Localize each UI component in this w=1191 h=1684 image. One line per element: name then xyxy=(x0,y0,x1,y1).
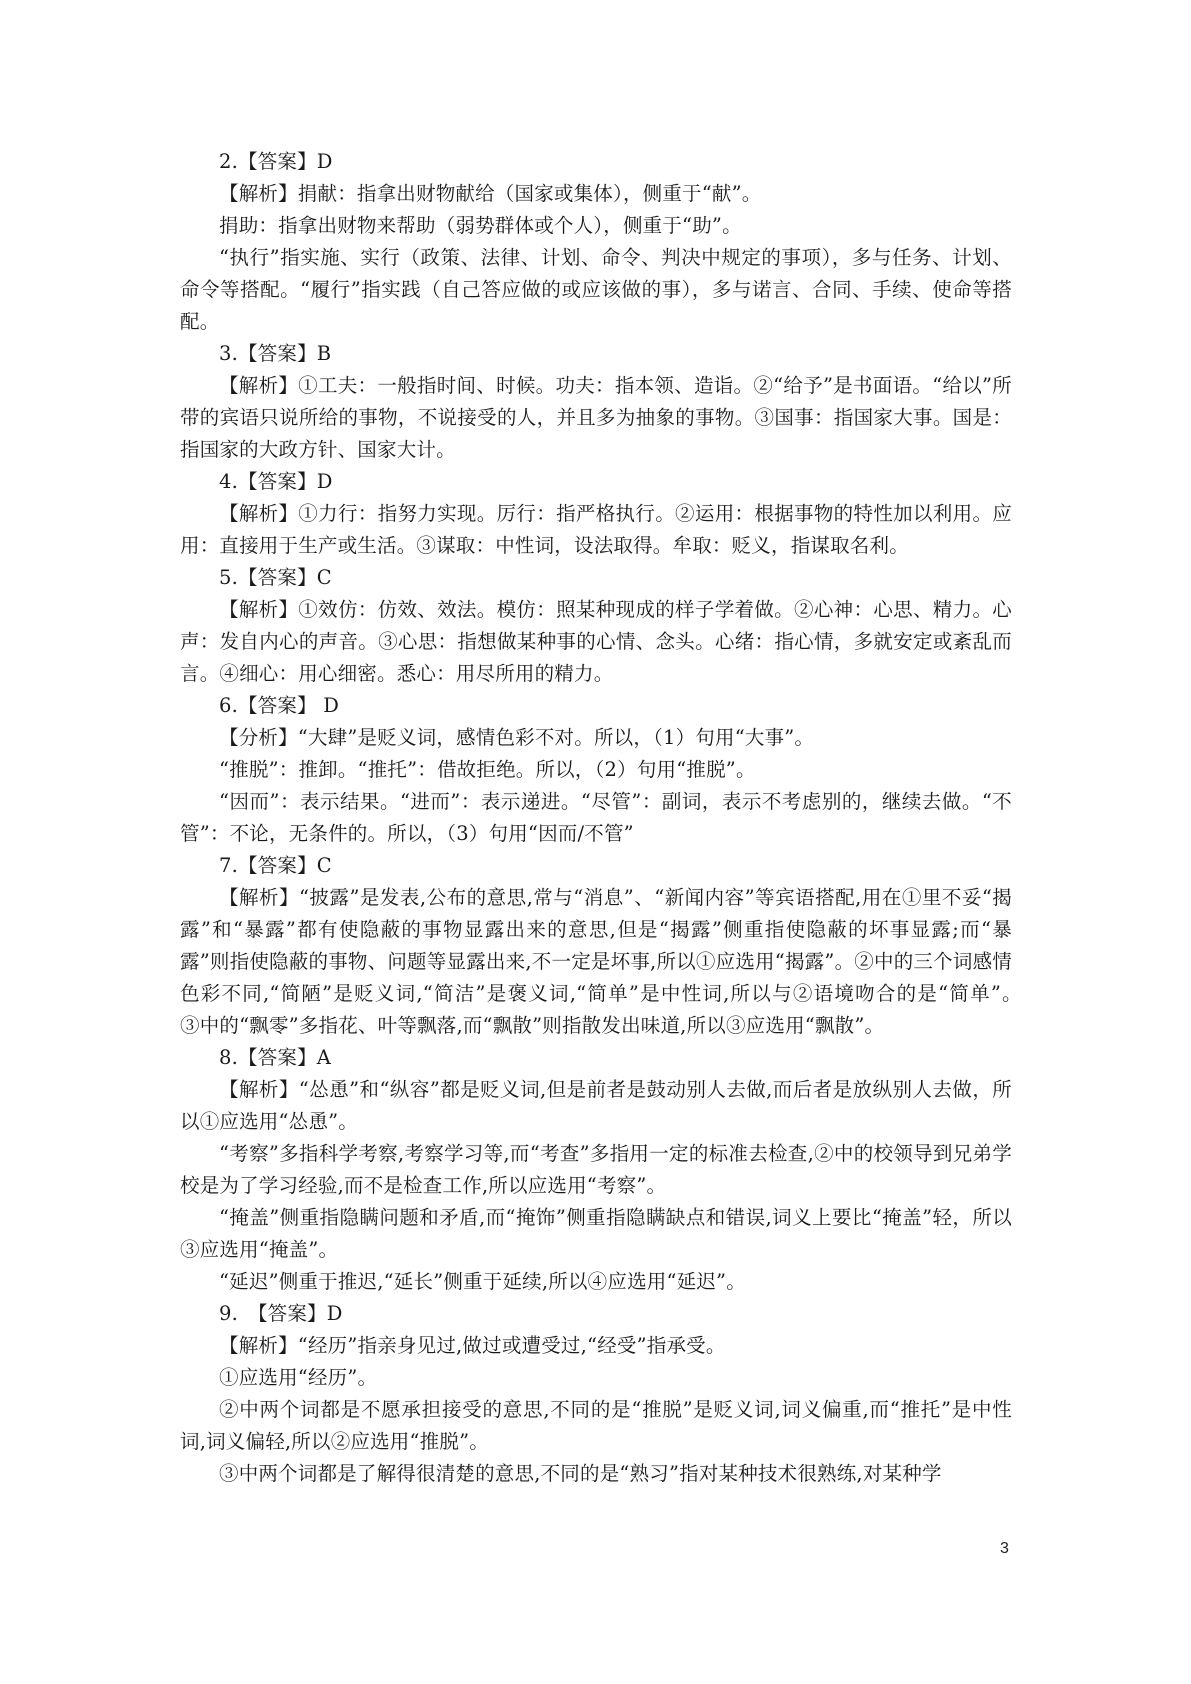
paragraph: ③中两个词都是了解得很清楚的意思,不同的是“熟习”指对某种技术很熟练,对某种学 xyxy=(219,1462,942,1485)
paragraph: “推脱”：推卸。“推托”：借故拒绝。所以，（2）句用“推脱”。 xyxy=(219,758,756,781)
paragraph: 3.【答案】B xyxy=(219,342,332,365)
paragraph: “因而”：表示结果。“进而”：表示递进。“尽管”：副词，表示不考虑别的，继续去做。“不管”：不论，无条件的。所以，（3）句用“因而/不管” xyxy=(180,790,1012,845)
paragraph: 【解析】①效仿：仿效、效法。模仿：照某种现成的样子学着做。②心神：心思、精力。心声：发自内心的声音。③心思：指想做某种事的心情、念头。心绪：指心情，多就安定或紊乱而言。④细心：用心细密。悉心：用尽所用的精力。 xyxy=(180,598,1012,685)
paragraph: ②中两个词都是不愿承担接受的意思,不同的是“推脱”是贬义词,词义偏重,而“推托”是中性词,词义偏轻,所以②应选用“推脱”。 xyxy=(180,1398,1012,1453)
paragraph: 8.【答案】A xyxy=(219,1046,332,1069)
paragraph: 6.【答案】 D xyxy=(219,694,340,717)
paragraph: 【解析】捐献：指拿出财物献给（国家或集体），侧重于“献”。 xyxy=(219,182,762,205)
paragraph: 7.【答案】C xyxy=(219,854,332,877)
paragraph: 4.【答案】D xyxy=(219,470,333,493)
paragraph: 【解析】“披露”是发表,公布的意思,常与“消息”、“新闻内容”等宾语搭配,用在①里不妥“揭露”和“暴露”都有使隐蔽的事物显露出来的意思,但是“揭露”侧重指使隐蔽的坏事显露;而“暴露”则指使隐蔽的事物、问题等显露出来,不一定是坏事,所以①应选用“揭露”。②中的三个词感情色彩不同,“简陋”是贬义词,“简洁”是褒义词,“简单”是中性词,所以与②语境吻合的是“简单”。 ③中的“飘零”多指花、叶等飘落,而“飘散”则指散发出味道,所以③应选用“飘散”。 xyxy=(180,886,1052,1037)
paragraph: 【解析】“经历”指亲身见过,做过或遭受过,“经受”指承受。 xyxy=(219,1334,726,1357)
paragraph: “考察”多指科学考察,考察学习等,而“考查”多指用一定的标准去检查,②中的校领导到兄弟学校是为了学习经验,而不是检查工作,所以应选用“考察”。 xyxy=(180,1142,1012,1197)
paragraph: “延迟”侧重于推迟,“延长”侧重于延续,所以④应选用“延迟”。 xyxy=(219,1270,746,1293)
paragraph: 【解析】①工夫：一般指时间、时候。功夫：指本领、造诣。②“给予”是书面语。“给以”所带的宾语只说所给的事物，不说接受的人，并且多为抽象的事物。③国事：指国家大事。国是：指国家的大政方针、国家大计。 xyxy=(180,374,1012,461)
paragraph: 【解析】①力行：指努力实现。厉行：指严格执行。②运用：根据事物的特性加以利用。应用：直接用于生产或生活。③谋取：中性词，设法取得。牟取：贬义，指谋取名利。 xyxy=(180,502,1012,557)
paragraph: 2.【答案】D xyxy=(219,150,333,173)
paragraph: 捐助：指拿出财物来帮助（弱势群体或个人），侧重于“助”。 xyxy=(219,214,742,237)
paragraph: “掩盖”侧重指隐瞒问题和矛盾,而“掩饰”侧重指隐瞒缺点和错误,词义上要比“掩盖”轻，所以③应选用“掩盖”。 xyxy=(180,1206,1012,1261)
document-body xyxy=(180,146,1052,1490)
paragraph: “执行”指实施、实行（政策、法律、计划、命令、判决中规定的事项），多与任务、计划、命令等搭配。“履行”指实践（自己答应做的或应该做的事），多与诺言、合同、手续、使命等搭配。 xyxy=(180,246,1012,333)
paragraph: 【解析】“怂恿”和“纵容”都是贬义词,但是前者是鼓动别人去做,而后者是放纵别人去做，所以①应选用“怂恿”。 xyxy=(180,1078,1012,1133)
paragraph: 9. 【答案】D xyxy=(219,1302,343,1325)
paragraph: 【分析】“大肆”是贬义词，感情色彩不对。所以，（1）句用“大事”。 xyxy=(219,726,815,749)
paragraph: ①应选用“经历”。 xyxy=(219,1366,378,1389)
paragraph: 5.【答案】C xyxy=(219,566,332,589)
page-number: 3 xyxy=(1000,1540,1009,1557)
